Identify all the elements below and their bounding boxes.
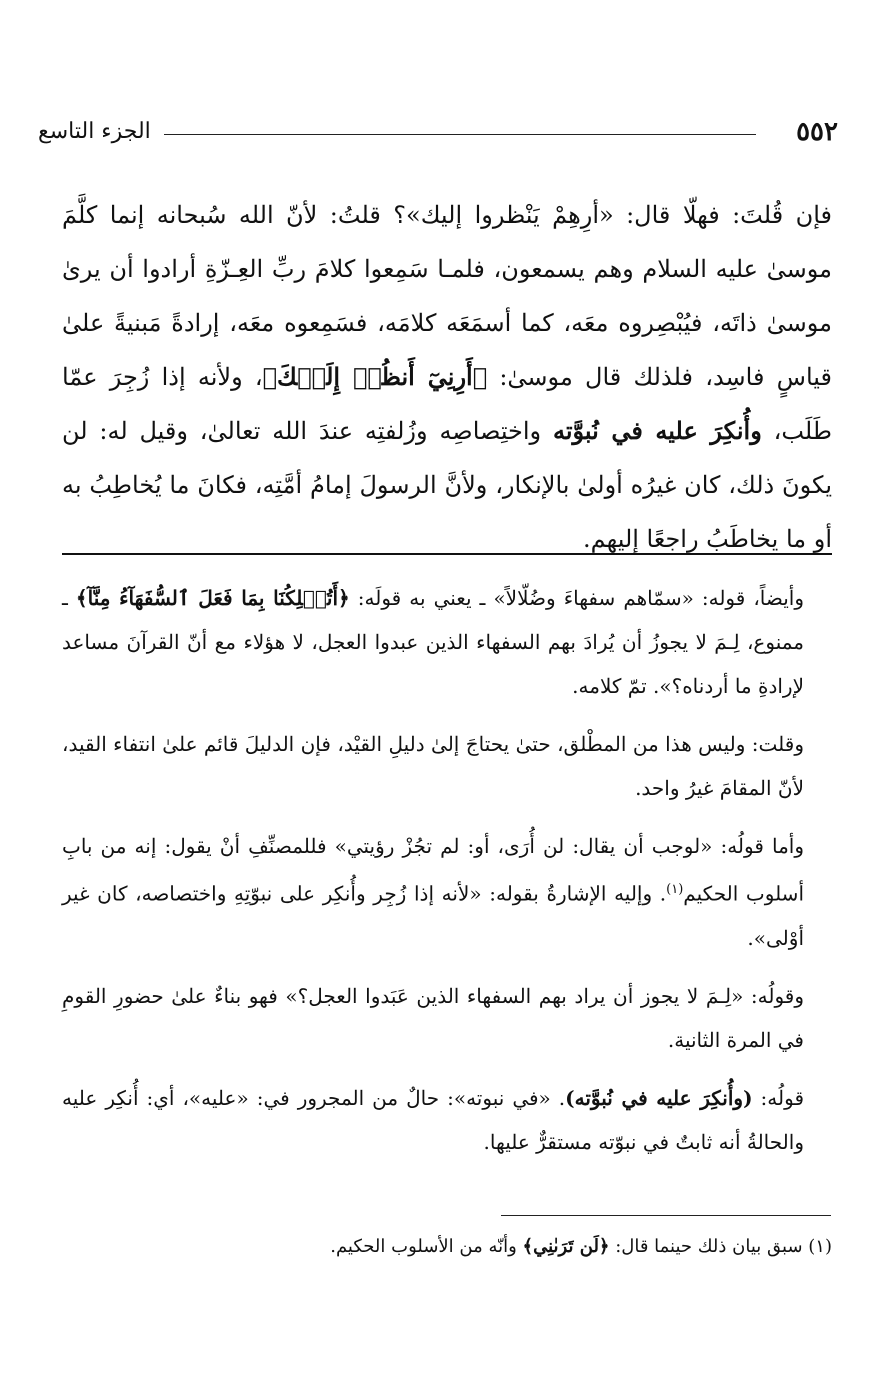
commentary-segment: وأيضاً، قوله: «سمّاهم سفهاءَ وضُلّالاً» ـ يعني به قولَه: bbox=[349, 586, 805, 610]
bold-phrase: (وأُنكِرَ عليه في نُبوَّته) bbox=[565, 1085, 753, 1110]
commentary-paragraph bbox=[62, 824, 832, 960]
commentary-segment: ـ ممنوع، لِـمَ لا يجوزُ أن يُرادَ بهم السفهاء الذين عبدوا العجل، لا هؤلاء مع أنّ القرآنَ مساعد لإرادةِ ما أردناه؟». تمّ كلامه. bbox=[62, 586, 804, 698]
footnote-rule bbox=[501, 1215, 831, 1216]
footnote bbox=[62, 1232, 832, 1262]
main-text-segment: فإن قُلتَ: فهلّا قال: «أرِهِمْ يَنْظروا إليك»؟ قلتُ: لأنّ الله سُبحانه إنما كلَّمَ موسىٰ عليه السلام وهم يسمعون، فلمـا سَمِعوا كلامَ ربِّ العِـزّةِ أرادوا أن يرىٰ موسىٰ ذاتَه، فيُبْصِروه معَه، كما أسمَعَه كلامَه، فسَمِعوه معَه، إرادةً مَبنيةً علىٰ قياسٍ فاسِد، فلذلك قال موسىٰ: bbox=[62, 201, 833, 391]
main-text-segment: واختِصاصِه وزُلفتِه عندَ الله تعالىٰ، وقيل له: لن يكونَ ذلك، كان غيرُه أولىٰ بالإنكار، ولأنَّ الرسولَ إمامُ أمَّتِه، فكانَ ما يُخاطِبُ به أو ما يخاطَبُ راجعًا إليهم. bbox=[62, 417, 832, 553]
header-rule bbox=[164, 134, 756, 135]
running-title: الجزء التاسع bbox=[38, 119, 151, 144]
commentary-segment: قولُه: bbox=[752, 1085, 804, 1110]
footnote-segment: وأنّه من الأسلوب الحكيم. bbox=[330, 1236, 523, 1257]
commentary-paragraph: وقلت: وليس هذا من المطْلق، حتىٰ يحتاجَ إلىٰ دليلِ القيْد، فإن الدليلَ قائم علىٰ انتفاء القيد، لأنّ المقامَ غيرُ واحد. bbox=[62, 732, 804, 800]
page-header bbox=[38, 112, 838, 152]
page-number: ٥٥٢ bbox=[796, 117, 838, 147]
commentary-paragraph bbox=[62, 576, 832, 708]
footnote-segment: (١) سبق بيان ذلك حينما قال: bbox=[609, 1236, 832, 1257]
quran-verse: ﴿لَن تَرَىٰنِي﴾ bbox=[522, 1236, 610, 1257]
main-text-segment: ، ولأنه إذا زُجِرَ عمّا طَلَب، bbox=[62, 363, 832, 445]
commentary-paragraph bbox=[62, 1076, 832, 1164]
section-divider bbox=[62, 553, 832, 555]
footnote-ref[interactable]: (١) bbox=[666, 882, 684, 897]
commentary bbox=[62, 576, 832, 1178]
commentary-segment: . «في نبوته»: حالٌ من المجرور في: «عليه»، أي: أُنكِر عليه والحالةُ أنه ثابتٌ في نبوّته مستقرٌّ عليها. bbox=[62, 1085, 804, 1154]
quran-verse: ﴿أَرِنِيٓ أَنظُرۡ إِلَيۡكَ﴾ bbox=[262, 362, 488, 391]
commentary-segment: . وإليه الإشارةُ بقوله: «لأنه إذا زُجِر وأُنكِر على نبوّتِهِ واختصاصه، كان غير أوْلى». bbox=[62, 881, 804, 950]
commentary-paragraph: وقولُه: «لِـمَ لا يجوز أن يراد بهم السفهاء الذين عَبَدوا العجل؟» فهو بناءٌ علىٰ حضورِ القومِ في المرة الثانية. bbox=[62, 983, 804, 1052]
commentary-segment: وأما قولُه: «لوجب أن يقال: لن أُرَى، أو: لم تجُزْ رؤيتي» فللمصنِّفِ أنْ يقول: إنه من بابِ أسلوب الحكيم bbox=[62, 834, 804, 906]
bold-phrase: وأُنكِرَ عليه في نُبوَّته bbox=[552, 416, 762, 445]
quran-verse: ﴿أَتُهۡلِكُنَا بِمَا فَعَلَ ٱلسُّفَهَآءُ مِنَّآ﴾ bbox=[75, 586, 350, 610]
main-text bbox=[62, 188, 832, 566]
main-paragraph bbox=[62, 188, 832, 566]
